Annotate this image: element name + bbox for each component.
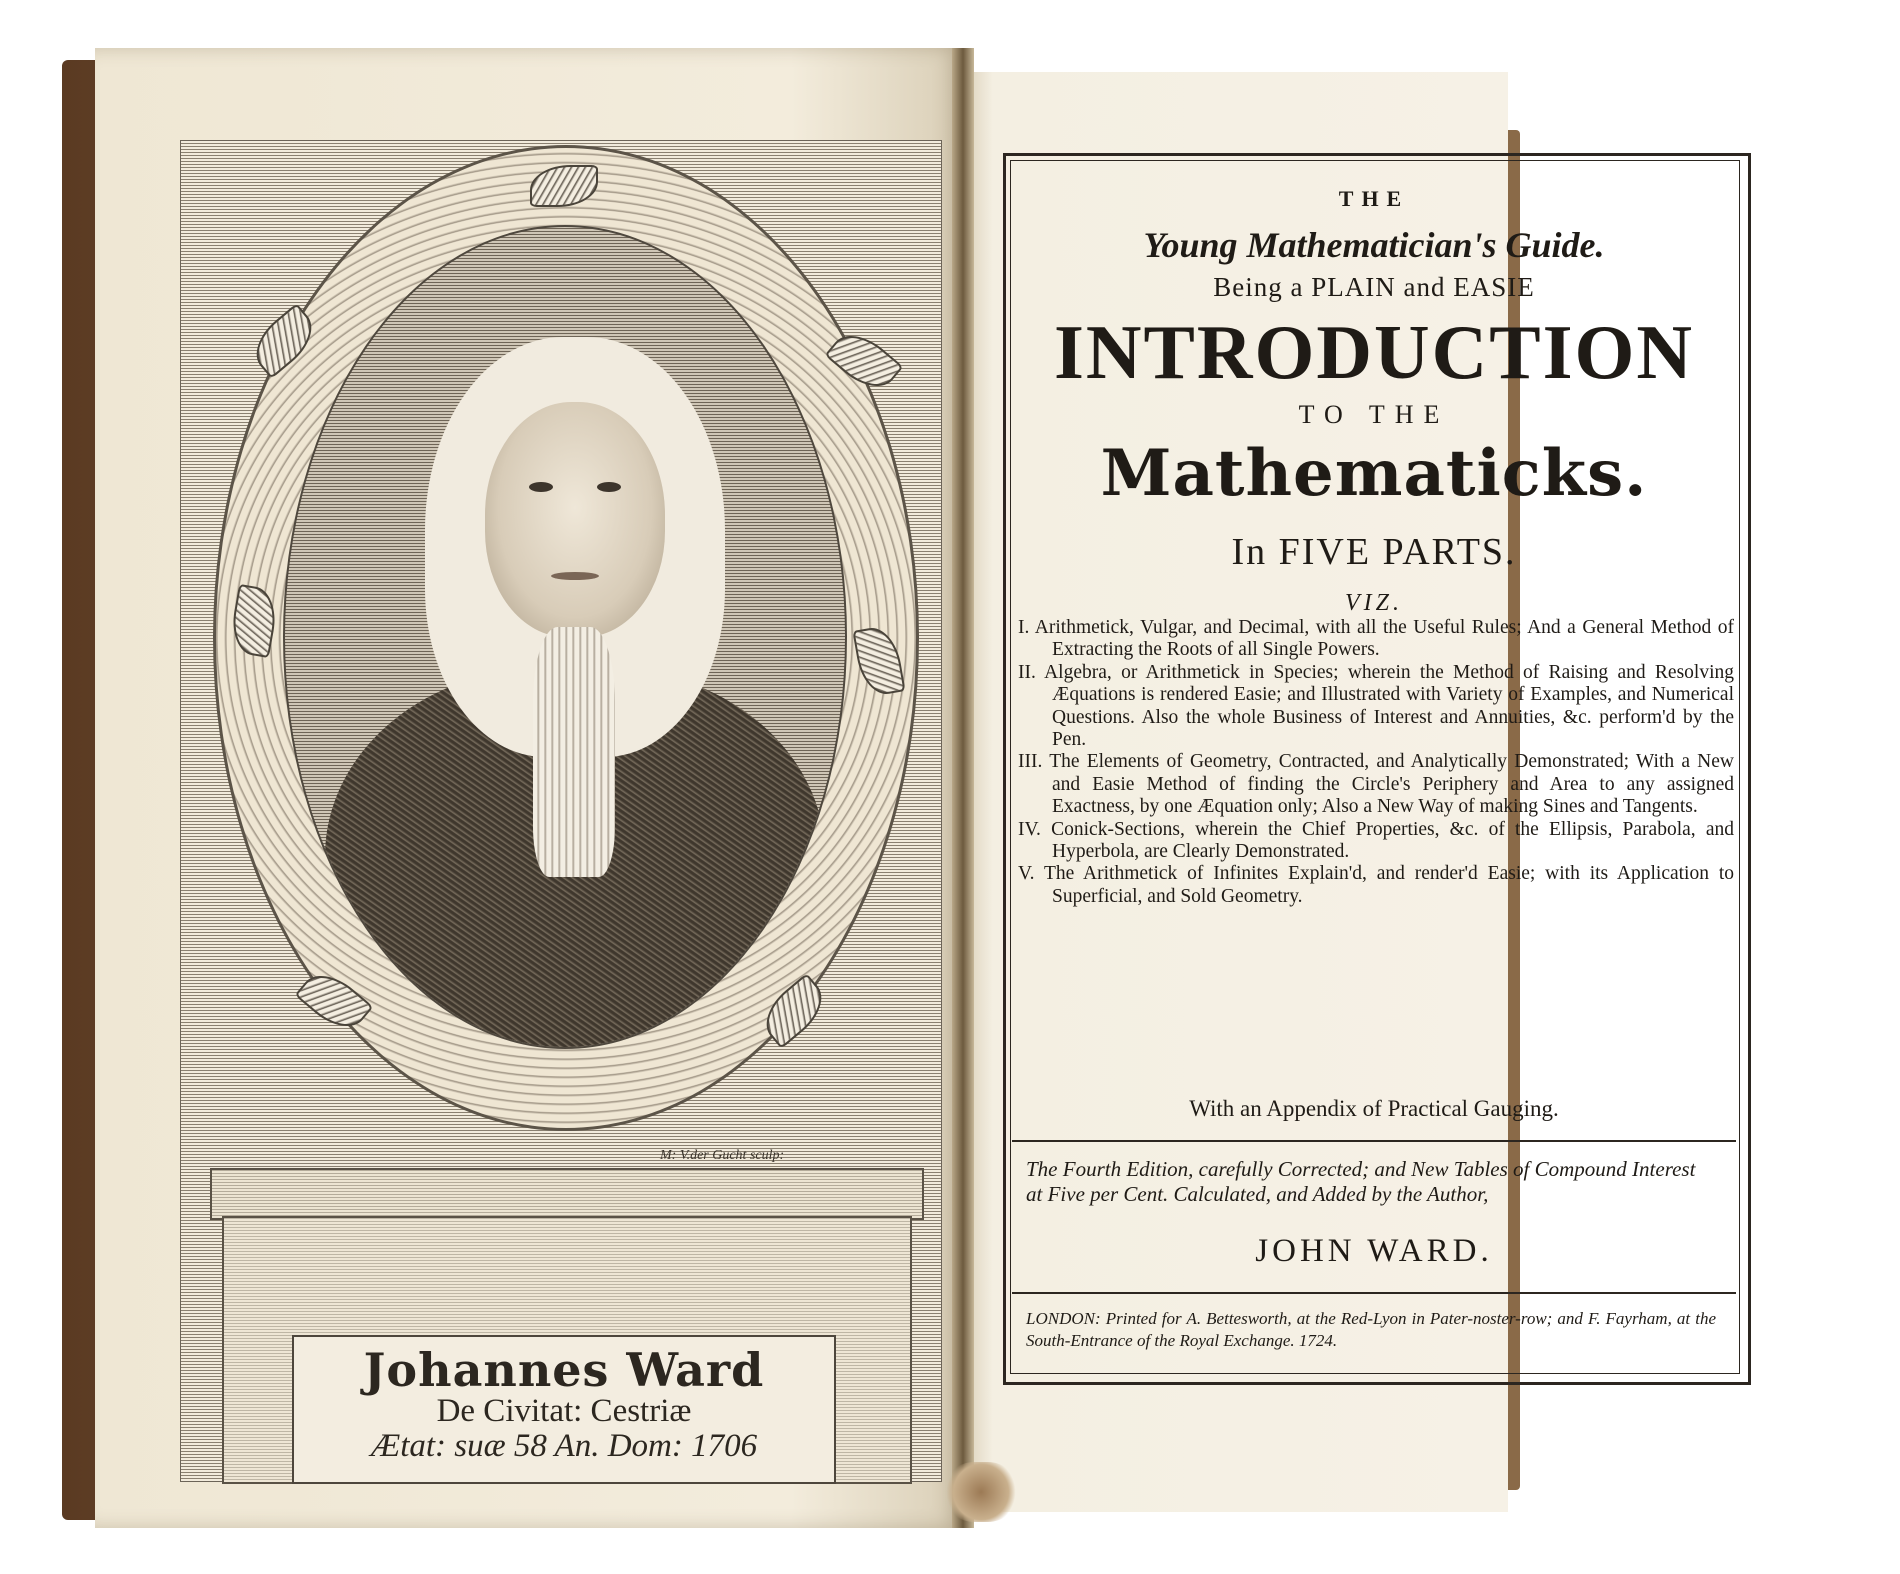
plaque-name: Johannes Ward [363,1343,765,1397]
portrait-oval [283,225,847,1049]
divider-rule [1012,1292,1736,1294]
author-name: JOHN WARD. [1255,1233,1493,1269]
engraver-signature: M: V.der Gucht sculp: [660,1148,785,1163]
portrait-left-eye [529,482,553,492]
imprint: LONDON: Printed for A. Bettesworth, at the Red-Lyon in Pater-noster-row; and F. Fayrham, at the South-Entrance of the Royal Exchange. 1724. [1026,1309,1716,1350]
portrait-right-eye [597,482,621,492]
portrait-mouth [551,572,599,580]
title-introduction: INTRODUCTION [1053,309,1695,395]
title-mathematicks: Mathematicks. [1100,436,1648,511]
title-to-the: TO THE [1298,400,1450,429]
plaque-age-date: Ætat: suæ 58 An. Dom: 1706 [370,1428,758,1464]
title-five-parts: In FIVE PARTS. [1231,531,1517,573]
appendix-line: With an Appendix of Practical Gauging. [1189,1096,1559,1121]
title-being: Being a PLAIN and EASIE [1213,272,1535,302]
part-item: II. Algebra, or Arithmetick in Species; wherein the Method of Raising and Resolving Æquations is rendered Easie; and Illustrated with Variety of Examples, and Numerical Questions. Also the whole Business of Interest and Annuities, &c. perform'd by the Pen. [1018,661,1734,751]
page-stain [946,1462,1016,1522]
pedestal-plaque [292,1335,836,1484]
parts-list [1018,617,1734,908]
divider-rule [1012,1140,1736,1142]
title-the: THE [1338,186,1410,211]
edition-statement: The Fourth Edition, carefully Corrected; and New Tables of Compound Interest at Five per Cent. Calculated, and Added by the Author, [1026,1157,1696,1206]
part-item: III. The Elements of Geometry, Contracted, and Analytically Demonstrated; With a New and Easie Method of finding the Circle's Periphery and Area to any assigned Exactness, by one Æquation only; Also a New Way of making Sines and Tangents. [1018,751,1734,818]
book-gutter [952,48,974,1528]
portrait-face [485,402,665,637]
plaque-city: De Civitat: Cestriæ [436,1393,692,1429]
portrait-cravat [533,627,615,877]
part-item: I. Arithmetick, Vulgar, and Decimal, with all the Useful Rules; And a General Method of Extracting the Roots of all Single Powers. [1018,617,1734,661]
title-viz: VIZ. [1345,590,1403,616]
part-item: IV. Conick-Sections, wherein the Chief Properties, &c. of the Ellipsis, Parabola, and Hyperbola, are Clearly Demonstrated. [1018,818,1734,863]
title-guide: Young Mathematician's Guide. [1143,225,1605,265]
pedestal-cornice [210,1168,924,1220]
part-item: V. The Arithmetick of Infinites Explain'd, and render'd Easie; with its Application to Superficial, and Sold Geometry. [1018,863,1734,907]
